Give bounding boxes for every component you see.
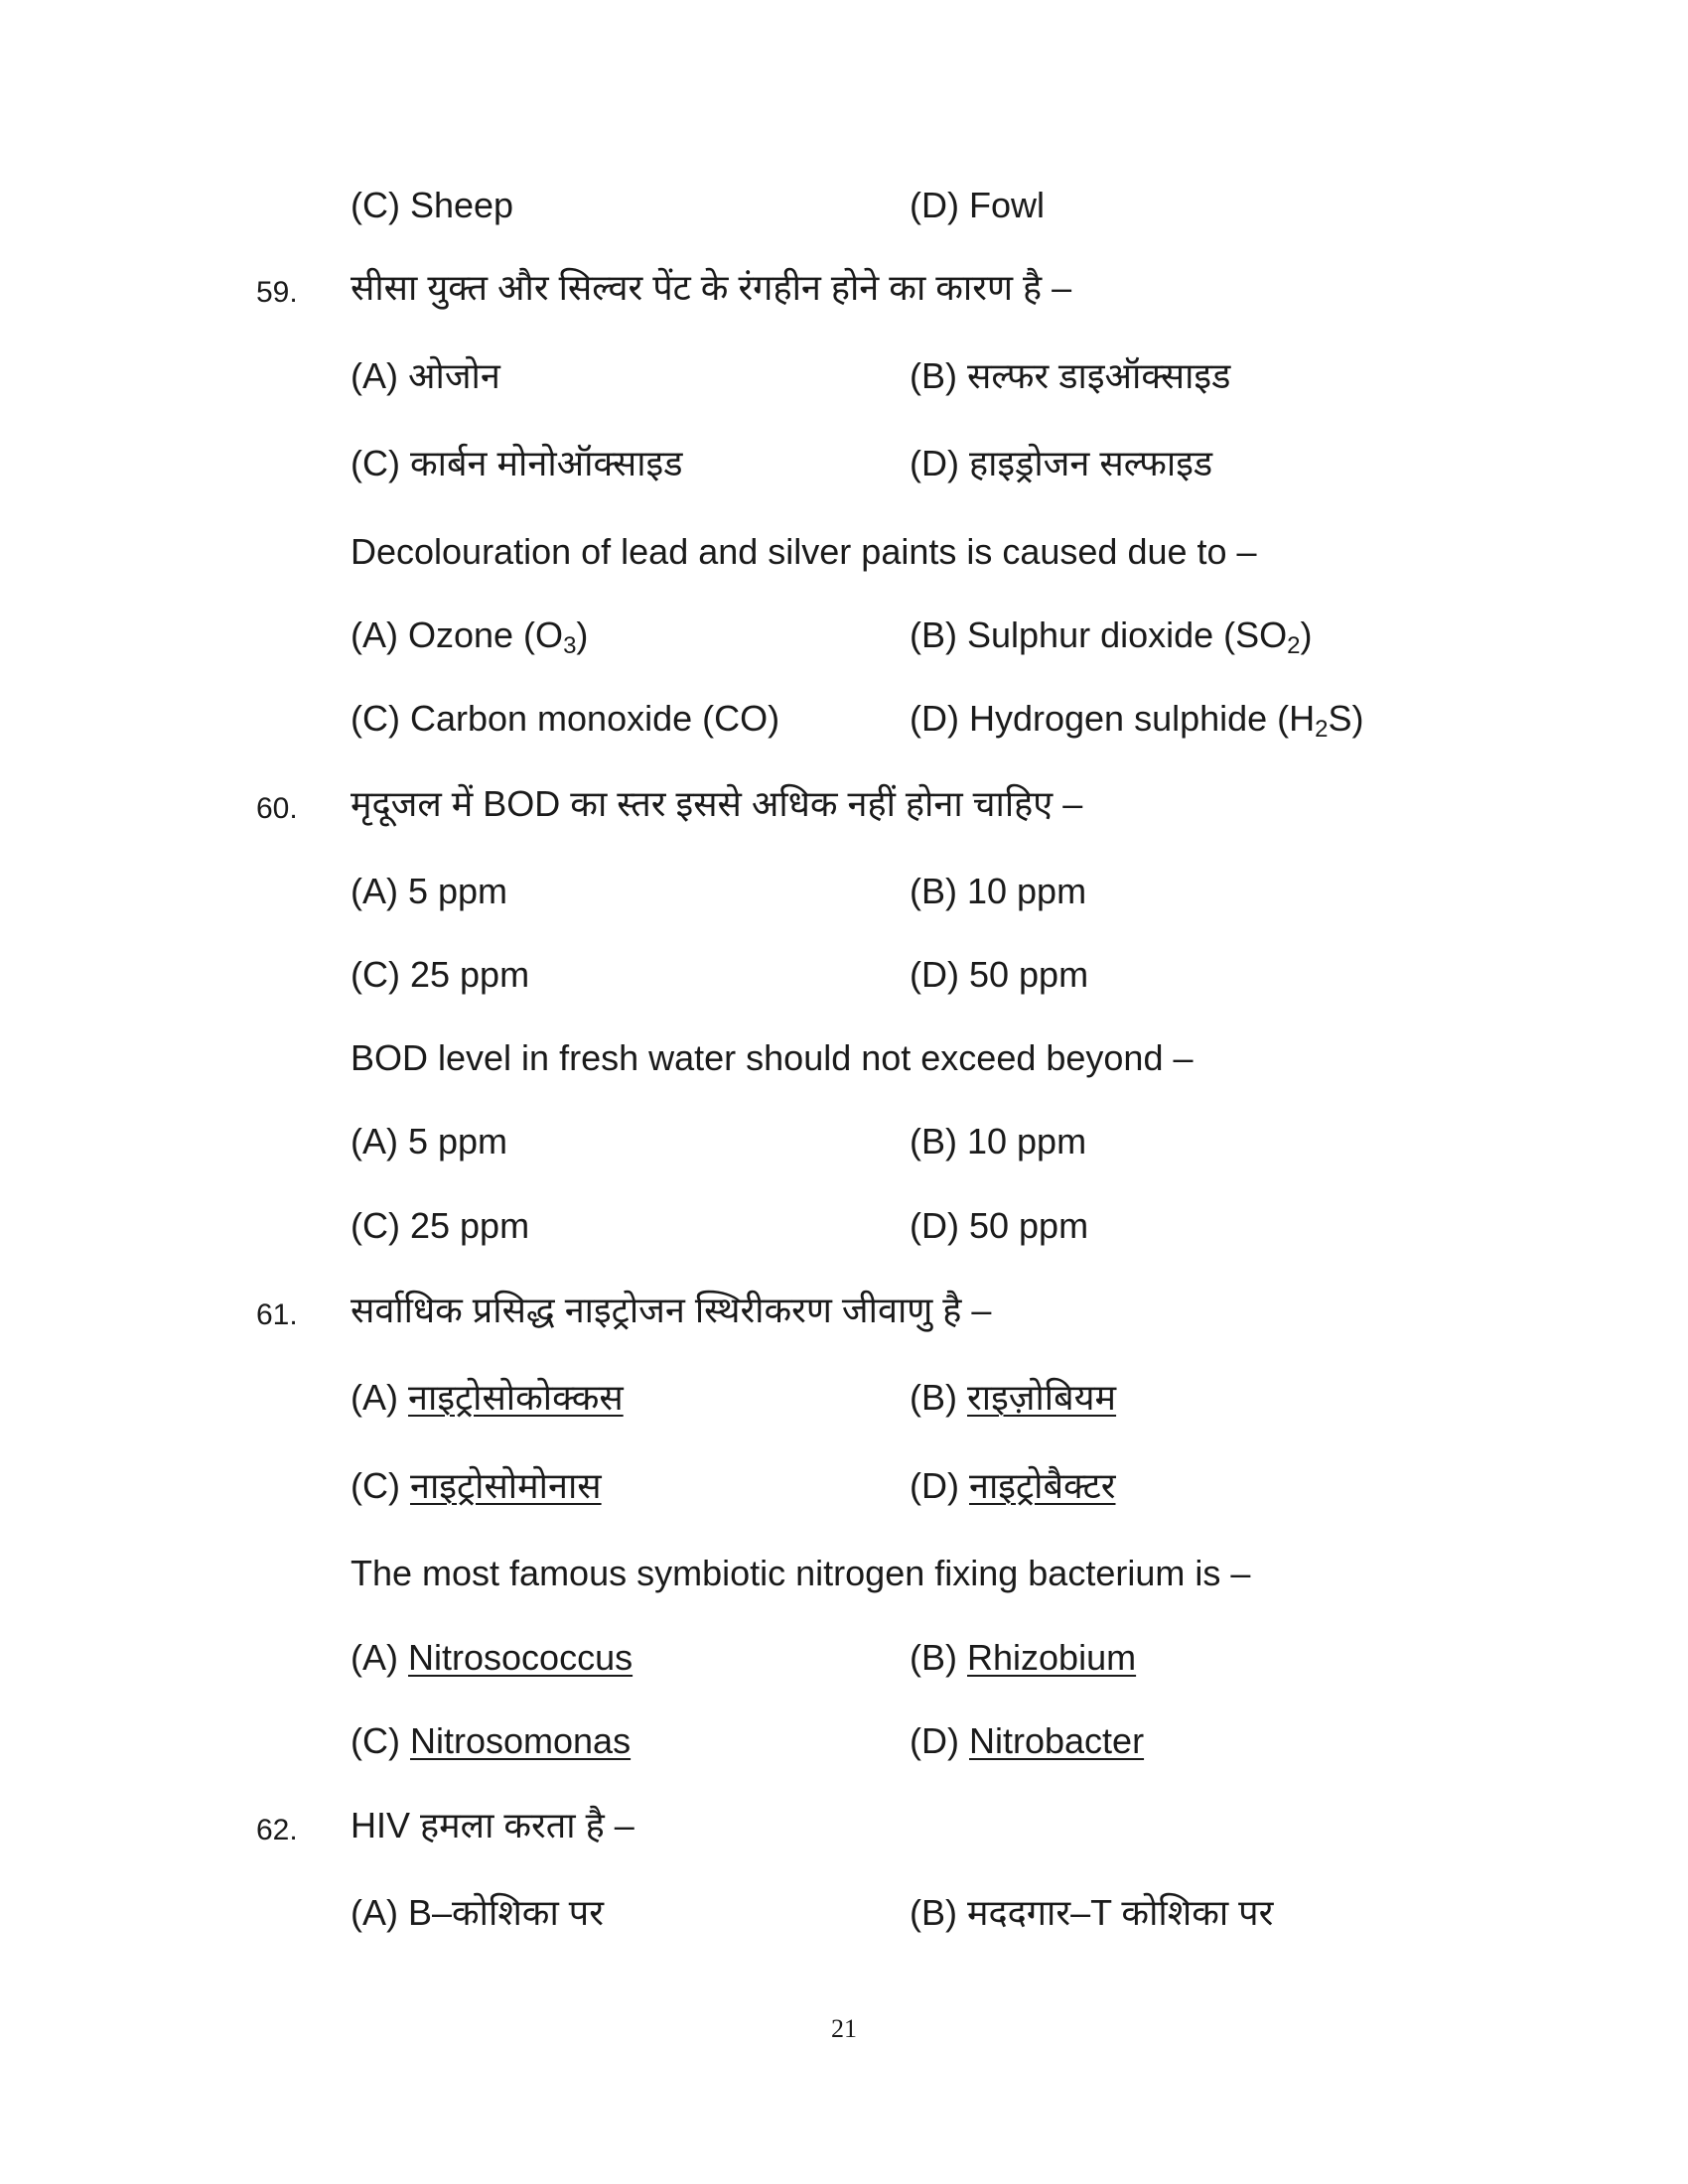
q59-english-option-c: (C) Carbon monoxide (CO) [351,698,780,739]
q60-english-stem: BOD level in fresh water should not exceed beyond – [351,1037,1194,1078]
q61-english-stem: The most famous symbiotic nitrogen fixing bacterium is – [351,1553,1251,1593]
q59-hindi-option-d: (D) हाइड्रोजन सल्फाइड [910,443,1213,483]
q59-english-option-a: (A) Ozone $(O_3)$ [351,614,589,659]
option-d-fowl: (D) Fowl [910,185,1045,225]
q62-hindi-option-a: (A) B–कोशिका पर [351,1892,604,1933]
q62-hindi-stem: HIV हमला करता है – [351,1805,634,1845]
q60-english-option-a: (A) 5 ppm [351,1121,508,1161]
q60-hindi-option-d: (D) 50 ppm [910,954,1089,995]
q61-hindi-option-d: (D) नाइट्रोबैक्टर [910,1465,1116,1506]
q61-english-option-d: (D) Nitrobacter [910,1720,1145,1761]
q59-hindi-option-b: (B) सल्फर डाइऑक्साइड [910,355,1231,396]
q61-english-option-a: (A) Nitrosococcus [351,1637,633,1678]
q60-english-option-c: (C) 25 ppm [351,1205,530,1246]
question-number-62: 62. [256,1814,298,1846]
q59-english-stem: Decolouration of lead and silver paints is caused due to – [351,531,1257,572]
q59-english-option-d: (D) Hydrogen sulphide $(H_2S)$ [910,698,1364,743]
q60-english-option-b: (B) 10 ppm [910,1121,1087,1161]
page-number: 21 [831,2014,857,2043]
q59-english-option-b: (B) Sulphur dioxide $(SO_2)$ [910,614,1313,659]
q60-english-option-d: (D) 50 ppm [910,1205,1089,1246]
option-c-sheep: (C) Sheep [351,185,514,225]
q61-english-option-b: (B) Rhizobium [910,1637,1137,1678]
q60-hindi-option-a: (A) 5 ppm [351,871,508,911]
question-number-61: 61. [256,1298,298,1331]
q60-hindi-option-b: (B) 10 ppm [910,871,1087,911]
q59-hindi-option-a: (A) ओजोन [351,355,500,396]
q61-hindi-option-c: (C) नाइट्रोसोमोनास [351,1465,602,1506]
q62-hindi-option-b: (B) मददगार–T कोशिका पर [910,1892,1274,1933]
q60-hindi-option-c: (C) 25 ppm [351,954,530,995]
q61-hindi-stem: सर्वाधिक प्रसिद्ध नाइट्रोजन स्थिरीकरण जीवाणु है – [351,1290,992,1330]
q59-hindi-stem: सीसा युक्त और सिल्वर पेंट के रंगहीन होने का कारण है – [351,267,1072,308]
q61-hindi-option-a: (A) नाइट्रोसोकोक्कस [351,1377,624,1418]
q61-hindi-option-b: (B) राइज़ोबियम [910,1377,1117,1418]
question-number-60: 60. [256,792,298,825]
q60-hindi-stem: मृदूजल में BOD का स्तर इससे अधिक नहीं होना चाहिए – [351,783,1083,824]
q61-english-option-c: (C) Nitrosomonas [351,1720,632,1761]
question-number-59: 59. [256,276,298,309]
q59-hindi-option-c: (C) कार्बन मोनोऑक्साइड [351,443,683,483]
